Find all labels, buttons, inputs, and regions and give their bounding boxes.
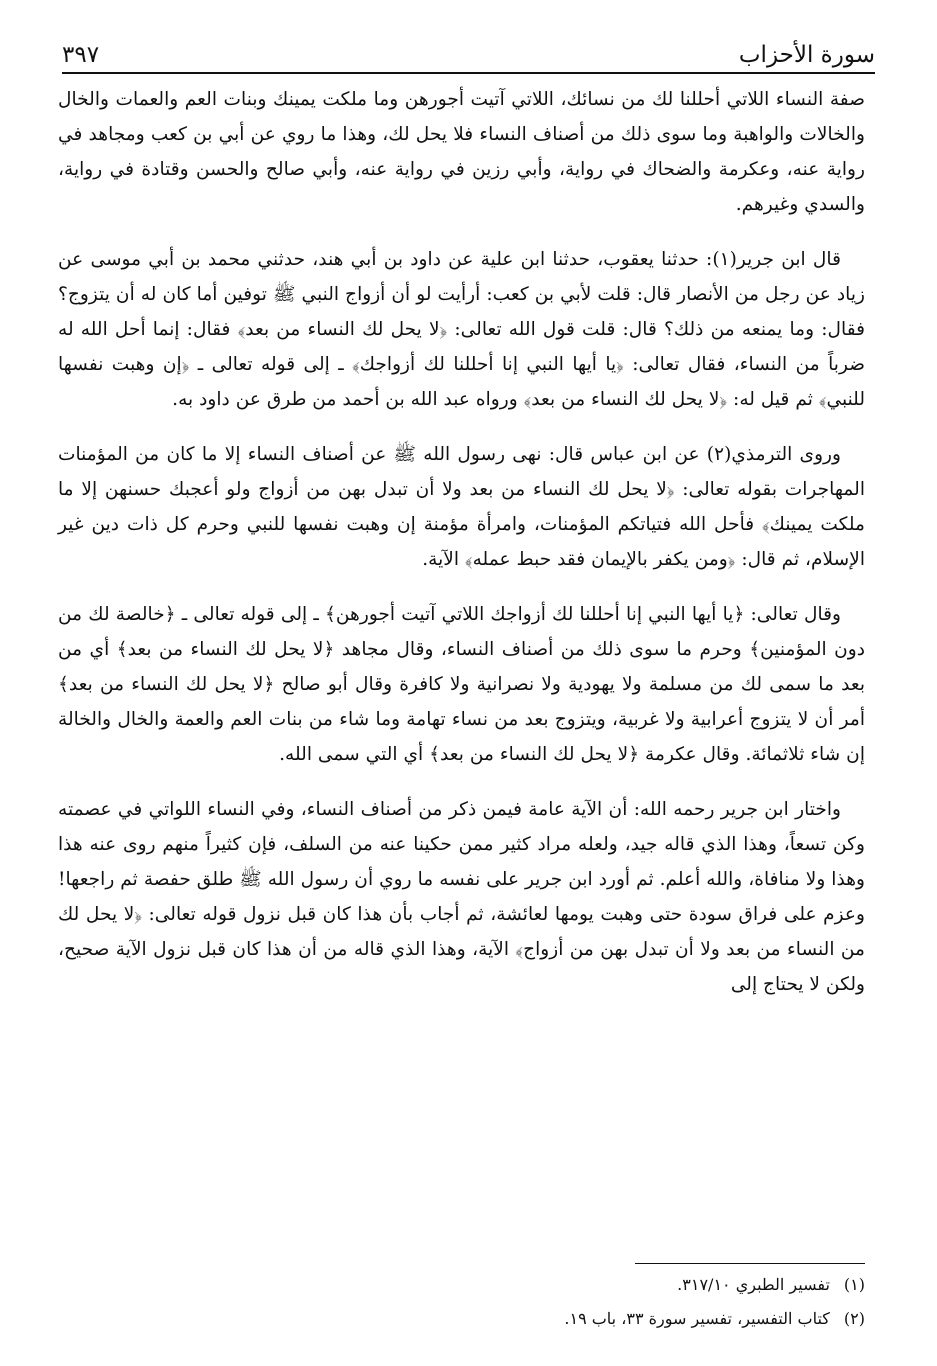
footnote-rule: [635, 1263, 865, 1264]
header-rule: [62, 72, 875, 74]
footnote-number: (١): [843, 1275, 865, 1294]
footnote-number: (٢): [843, 1309, 865, 1328]
paragraph: وقال تعالى: ﴿يا أيها النبي إنا أحللنا لك أزواجك اللاتي آتيت أجورهن﴾ ـ إلى قوله تعالى ـ ﴿خالصة لك من دون المؤمنين﴾ وحرم ما سوى ذلك من أصناف النساء، وقال مجاهد ﴿لا يحل لك النساء من بعد﴾ أي من بعد ما سمى لك من مسلمة ولا يهودية ولا نصرانية ولا كافرة وقال أبو صالح ﴿لا يحل لك النساء من بعد﴾ أمر أن لا يتزوج أعرابية ولا غربية، ويتزوج بعد من نساء تهامة وما شاء من بنات العم والعمة والخال والخالة إن شاء ثلاثمائة. وقال عكرمة ﴿لا يحل لك النساء من بعد﴾ أي التي سمى الله.: [58, 604, 865, 765]
paragraph: قال ابن جرير(١): حدثنا يعقوب، حدثنا ابن علية عن داود بن أبي هند، حدثني محمد بن أبي موسى عن زياد عن رجل من الأنصار قال: قلت لأبي بن كعب: أرأيت لو أن أزواج النبي ﷺ توفين أما كان له أن يتزوج؟ فقال: وما يمنعه من ذلك؟ قال: قلت قول الله تعالى: ﴿لا يحل لك النساء من بعد﴾ فقال: إنما أحل الله له ضرباً من النساء، فقال تعالى: ﴿يا أيها النبي إنا أحللنا لك أزواجك﴾ ـ إلى قوله تعالى ـ ﴿إن وهبت نفسها للنبي﴾ ثم قيل له: ﴿لا يحل لك النساء من بعد﴾ ورواه عبد الله بن أحمد من طرق عن داود به.: [58, 249, 865, 410]
footnotes: [300, 1268, 865, 1336]
paragraph: صفة النساء اللاتي أحللنا لك من نسائك، اللاتي آتيت أجورهن وما ملكت يمينك وبنات العم والعمات والخال والخالات والواهبة وما سوى ذلك من أصناف النساء فلا يحل لك، وهذا ما روي عن أبي بن كعب ومجاهد في رواية عنه، وعكرمة والضحاك في رواية، وأبي رزين في رواية عنه، وأبي صالح والحسن وقتادة في رواية، والسدي وغيرهم.: [58, 89, 865, 215]
page-header: [62, 30, 875, 68]
footnote: [300, 1268, 865, 1302]
footnote-text: كتاب التفسير، تفسير سورة ٣٣، باب ١٩.: [564, 1309, 830, 1328]
footnote-text: تفسير الطبري ٣١٧/١٠.: [677, 1275, 830, 1294]
main-text: [58, 82, 865, 1022]
surah-title: سورة الأحزاب: [738, 42, 875, 68]
page-number: ٣٩٧: [62, 42, 100, 68]
paragraph: وروى الترمذي(٢) عن ابن عباس قال: نهى رسول الله ﷺ عن أصناف النساء إلا ما كان من المؤمنات المهاجرات بقوله تعالى: ﴿لا يحل لك النساء من بعد ولا أن تبدل بهن من أزواج ولو أعجبك حسنهن إلا ما ملكت يمينك﴾ فأحل الله فتياتكم المؤمنات، وامرأة مؤمنة إن وهبت نفسها للنبي وحرم كل ذات دين غير الإسلام، ثم قال: ﴿ومن يكفر بالإيمان فقد حبط عمله﴾ الآية.: [58, 444, 865, 570]
footnote: [300, 1302, 865, 1336]
paragraph: واختار ابن جرير رحمه الله: أن الآية عامة فيمن ذكر من أصناف النساء، وفي النساء اللواتي في عصمته وكن تسعاً، وهذا الذي قاله جيد، ولعله مراد كثير ممن حكينا عنه من السلف، فإن كثيراً منهم روى عنه هذا وهذا ولا منافاة، والله أعلم. ثم أورد ابن جرير على نفسه ما روي أن رسول الله ﷺ طلق حفصة ثم راجعها! وعزم على فراق سودة حتى وهبت يومها لعائشة، ثم أجاب بأن هذا كان قبل نزول قوله تعالى: ﴿لا يحل لك من النساء من بعد ولا أن تبدل بهن من أزواج﴾ الآية، وهذا الذي قاله من أن هذا كان قبل نزول الآية صحيح، ولكن لا يحتاج إلى: [58, 799, 865, 995]
